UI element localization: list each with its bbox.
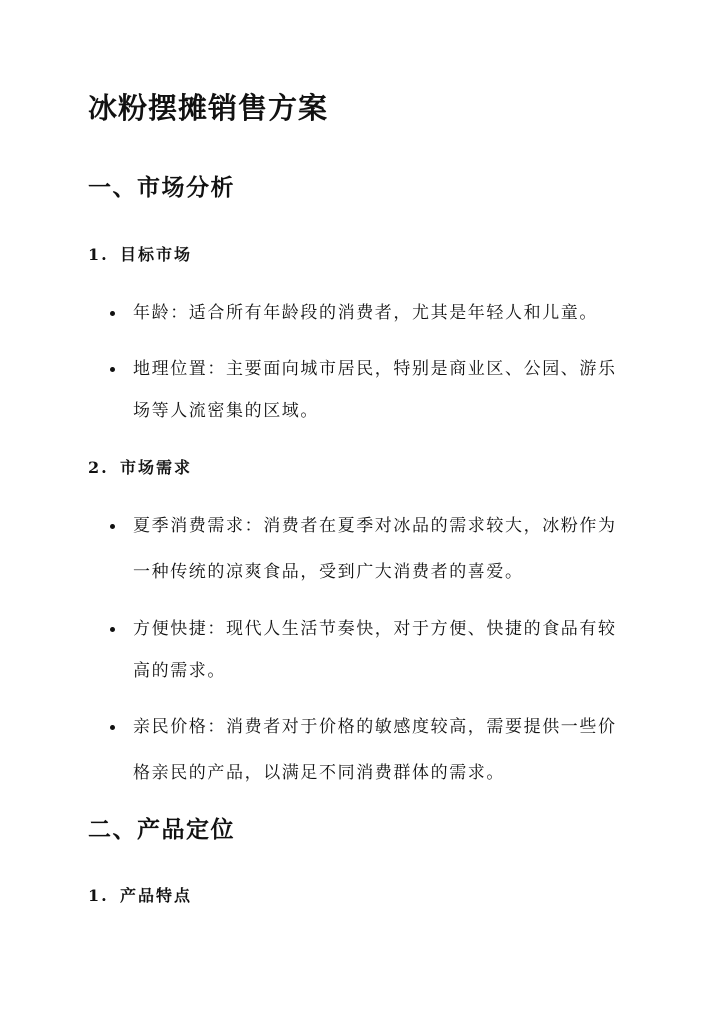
- bullet-icon: [110, 311, 115, 316]
- subsection-heading-product-features: [88, 884, 192, 908]
- bullet-icon: [110, 367, 115, 372]
- list-item-text: 地理位置：主要面向城市居民，特别是商业区、公园、游乐: [133, 359, 617, 379]
- list-item-text: 场等人流密集的区域。: [133, 401, 319, 421]
- bullet-icon: [110, 725, 115, 730]
- subsection-number: 1.: [88, 886, 109, 905]
- list-item-text: 年龄：适合所有年龄段的消费者，尤其是年轻人和儿童。: [133, 303, 598, 323]
- subsection-heading-target-market: [88, 243, 192, 267]
- section-heading-product-positioning: 二、产品定位: [88, 816, 235, 843]
- subsection-heading-market-demand: [88, 456, 192, 480]
- section-heading-market-analysis: 一、市场分析: [88, 174, 235, 201]
- subsection-number: 2.: [88, 458, 109, 477]
- bullet-icon: [110, 524, 115, 529]
- subsection-number: 1.: [88, 245, 109, 264]
- subsection-title: 目标市场: [120, 245, 193, 264]
- document-title: 冰粉摆摊销售方案: [88, 91, 329, 125]
- bullet-icon: [110, 627, 115, 632]
- list-item-text: 夏季消费需求：消费者在夏季对冰品的需求较大，冰粉作为: [133, 516, 617, 536]
- list-item-text: 亲民价格：消费者对于价格的敏感度较高，需要提供一些价: [133, 717, 617, 737]
- list-item-text: 一种传统的凉爽食品，受到广大消费者的喜爱。: [133, 562, 524, 582]
- subsection-title: 产品特点: [120, 886, 193, 905]
- list-item-text: 高的需求。: [133, 661, 226, 681]
- list-item-text: 格亲民的产品，以满足不同消费群体的需求。: [133, 763, 505, 783]
- subsection-title: 市场需求: [120, 458, 193, 477]
- list-item-text: 方便快捷：现代人生活节奏快，对于方便、快捷的食品有较: [133, 619, 617, 639]
